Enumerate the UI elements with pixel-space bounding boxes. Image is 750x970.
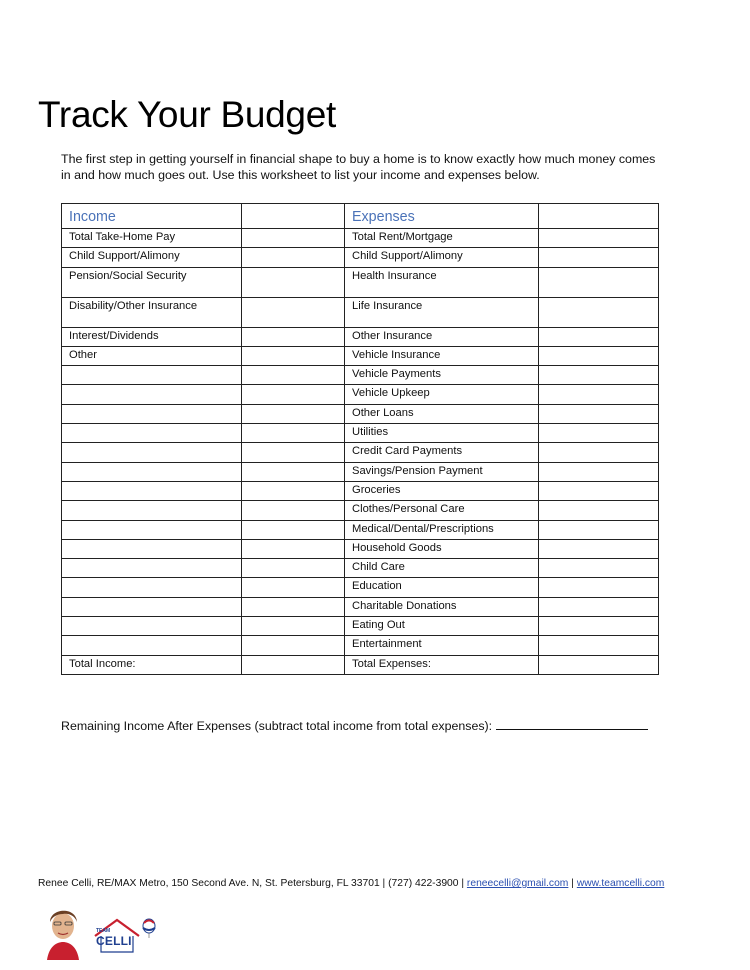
- expense-label-cell: Total Expenses:: [345, 655, 539, 674]
- expense-label-cell: Groceries: [345, 481, 539, 500]
- income-header-cell: [62, 204, 242, 229]
- expense-amount-cell[interactable]: [539, 655, 659, 674]
- expense-label-cell: Credit Card Payments: [345, 443, 539, 462]
- table-row: [62, 617, 659, 636]
- footer-website-link[interactable]: www.teamcelli.com: [576, 878, 665, 889]
- table-row: [62, 267, 659, 297]
- expense-amount-cell[interactable]: [539, 424, 659, 443]
- expense-label-cell: Clothes/Personal Care: [345, 501, 539, 520]
- expense-amount-cell[interactable]: [539, 462, 659, 481]
- expense-amount-cell[interactable]: [539, 404, 659, 423]
- income-label-cell: [62, 404, 242, 423]
- expense-label-cell: Child Care: [345, 559, 539, 578]
- income-amount-cell[interactable]: [242, 297, 345, 327]
- expense-amount-cell[interactable]: [539, 366, 659, 385]
- income-label-cell: [62, 636, 242, 655]
- table-row: [62, 636, 659, 655]
- income-amount-cell[interactable]: [242, 636, 345, 655]
- income-amount-cell[interactable]: [242, 539, 345, 558]
- income-label-cell: [62, 597, 242, 616]
- footer-separator: |: [571, 878, 574, 889]
- income-amount-cell[interactable]: [242, 597, 345, 616]
- footer-contact: [38, 878, 664, 889]
- income-label-cell: Child Support/Alimony: [62, 248, 242, 267]
- expense-amount-cell[interactable]: [539, 327, 659, 346]
- income-label-cell: Interest/Dividends: [62, 327, 242, 346]
- income-label-cell: [62, 366, 242, 385]
- expense-amount-cell[interactable]: [539, 559, 659, 578]
- expense-label-cell: Life Insurance: [345, 297, 539, 327]
- table-row: [62, 539, 659, 558]
- income-label-cell: [62, 559, 242, 578]
- expense-label-cell: Other Loans: [345, 404, 539, 423]
- expense-label-cell: Eating Out: [345, 617, 539, 636]
- expense-amount-cell[interactable]: [539, 443, 659, 462]
- footer-email-link[interactable]: reneecelli@gmail.com: [466, 878, 569, 889]
- expense-label-cell: Medical/Dental/Prescriptions: [345, 520, 539, 539]
- income-label-cell: [62, 539, 242, 558]
- table-row: [62, 481, 659, 500]
- income-amount-cell[interactable]: [242, 617, 345, 636]
- income-amount-cell[interactable]: [242, 443, 345, 462]
- income-label-cell: [62, 501, 242, 520]
- agent-photo: [43, 902, 83, 960]
- remaining-income-line: [61, 718, 648, 733]
- table-row: [62, 385, 659, 404]
- table-row: [62, 462, 659, 481]
- expense-amount-cell[interactable]: [539, 229, 659, 248]
- expense-label-cell: Household Goods: [345, 539, 539, 558]
- expense-amount-cell[interactable]: [539, 617, 659, 636]
- remaining-income-blank[interactable]: [496, 718, 648, 730]
- income-amount-cell[interactable]: [242, 346, 345, 365]
- expense-label-cell: Entertainment: [345, 636, 539, 655]
- expense-label-cell: Vehicle Upkeep: [345, 385, 539, 404]
- income-label-cell: Disability/Other Insurance: [62, 297, 242, 327]
- expense-amount-header-cell[interactable]: [539, 204, 659, 229]
- expense-label-cell: Education: [345, 578, 539, 597]
- table-row: [62, 424, 659, 443]
- expense-amount-cell[interactable]: [539, 636, 659, 655]
- remaining-income-label: Remaining Income After Expenses (subtract total income from total expenses):: [61, 719, 493, 733]
- income-amount-cell[interactable]: [242, 404, 345, 423]
- income-amount-cell[interactable]: [242, 327, 345, 346]
- income-amount-cell[interactable]: [242, 462, 345, 481]
- table-row: [62, 578, 659, 597]
- income-amount-cell[interactable]: [242, 229, 345, 248]
- table-row: [62, 443, 659, 462]
- income-label-cell: Pension/Social Security: [62, 267, 242, 297]
- expense-label-cell: Total Rent/Mortgage: [345, 229, 539, 248]
- income-amount-cell[interactable]: [242, 501, 345, 520]
- expense-amount-cell[interactable]: [539, 578, 659, 597]
- expense-label-cell: Utilities: [345, 424, 539, 443]
- expense-label-cell: Health Insurance: [345, 267, 539, 297]
- income-label-cell: [62, 617, 242, 636]
- expense-label-cell: Child Support/Alimony: [345, 248, 539, 267]
- income-label-cell: [62, 520, 242, 539]
- team-celli-logo: [93, 914, 165, 960]
- table-row: [62, 366, 659, 385]
- expense-amount-cell[interactable]: [539, 501, 659, 520]
- table-row: [62, 559, 659, 578]
- table-header-row: [62, 204, 659, 229]
- expense-amount-cell[interactable]: [539, 346, 659, 365]
- expense-amount-cell[interactable]: [539, 267, 659, 297]
- expenses-header-cell: [345, 204, 539, 229]
- income-header: Income: [69, 209, 116, 225]
- income-label-cell: [62, 424, 242, 443]
- table-row: [62, 346, 659, 365]
- income-amount-header-cell[interactable]: [242, 204, 345, 229]
- income-label-cell: Total Take-Home Pay: [62, 229, 242, 248]
- income-amount-cell[interactable]: [242, 385, 345, 404]
- page-title: Track Your Budget: [38, 94, 336, 135]
- expense-amount-cell[interactable]: [539, 248, 659, 267]
- income-label-cell: [62, 578, 242, 597]
- intro-paragraph: The first step in getting yourself in financial shape to buy a home is to know exactly how much money comes in and how much goes out. Use this worksheet to list your income and expenses below.: [61, 152, 656, 182]
- table-row: [62, 501, 659, 520]
- expense-amount-cell[interactable]: [539, 597, 659, 616]
- expense-amount-cell[interactable]: [539, 539, 659, 558]
- table-row: [62, 655, 659, 674]
- expense-label-cell: Charitable Donations: [345, 597, 539, 616]
- expense-amount-cell[interactable]: [539, 297, 659, 327]
- budget-table: [61, 203, 659, 675]
- expense-label-cell: Savings/Pension Payment: [345, 462, 539, 481]
- footer-contact-text: Renee Celli, RE/MAX Metro, 150 Second Ave. N, St. Petersburg, FL 33701 | (727) 422-3900 |: [38, 878, 465, 889]
- expenses-header: Expenses: [352, 209, 415, 225]
- income-amount-cell[interactable]: [242, 248, 345, 267]
- expense-amount-cell[interactable]: [539, 385, 659, 404]
- income-label-cell: [62, 481, 242, 500]
- table-row: [62, 520, 659, 539]
- table-row: [62, 327, 659, 346]
- income-label-cell: [62, 462, 242, 481]
- income-amount-cell[interactable]: [242, 520, 345, 539]
- income-amount-cell[interactable]: [242, 655, 345, 674]
- income-label-cell: Other: [62, 346, 242, 365]
- expense-amount-cell[interactable]: [539, 481, 659, 500]
- income-label-cell: Total Income:: [62, 655, 242, 674]
- expense-label-cell: Other Insurance: [345, 327, 539, 346]
- table-row: [62, 297, 659, 327]
- income-amount-cell[interactable]: [242, 481, 345, 500]
- income-amount-cell[interactable]: [242, 366, 345, 385]
- table-row: [62, 404, 659, 423]
- income-label-cell: [62, 443, 242, 462]
- income-amount-cell[interactable]: [242, 578, 345, 597]
- table-row: [62, 597, 659, 616]
- logo-team-text: TEAM: [96, 928, 111, 934]
- expense-label-cell: Vehicle Insurance: [345, 346, 539, 365]
- income-amount-cell[interactable]: [242, 559, 345, 578]
- income-amount-cell[interactable]: [242, 267, 345, 297]
- expense-label-cell: Vehicle Payments: [345, 366, 539, 385]
- table-row: [62, 229, 659, 248]
- income-amount-cell[interactable]: [242, 424, 345, 443]
- table-row: [62, 248, 659, 267]
- expense-amount-cell[interactable]: [539, 520, 659, 539]
- income-label-cell: [62, 385, 242, 404]
- logo-celli-text: CELLI: [96, 934, 132, 948]
